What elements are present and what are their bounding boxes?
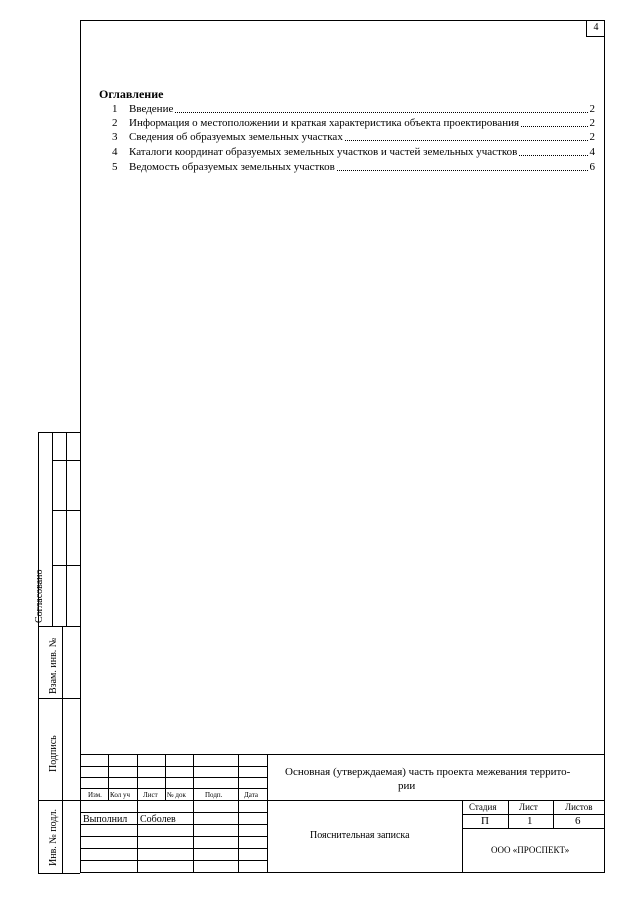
header-num-dok: № док bbox=[167, 791, 186, 799]
toc-item-number: 2 bbox=[112, 117, 118, 129]
toc-item-text: Каталоги координат образуемых земельных участков и частей земельных участков bbox=[129, 146, 518, 158]
stamp-title-line2: рии bbox=[398, 780, 416, 792]
inv-podl-label: Инв. № подл. bbox=[48, 809, 59, 866]
doc-name: Пояснительная записка bbox=[310, 830, 410, 841]
vzam-inv-label: Взам. инв. № bbox=[48, 637, 59, 694]
toc-item-page: 2 bbox=[589, 103, 595, 115]
stamp-title-line1: Основная (утверждаемая) часть проекта межевания террито- bbox=[285, 766, 571, 778]
header-kol-uch: Кол уч bbox=[110, 791, 130, 799]
header-izm: Изм. bbox=[88, 791, 102, 799]
header-data: Дата bbox=[244, 791, 258, 799]
toc-item-page: 6 bbox=[589, 161, 595, 173]
done-by-name: Соболев bbox=[140, 814, 176, 825]
toc-title: Оглавление bbox=[99, 87, 164, 101]
toc-item-text: Ведомость образуемых земельных участков bbox=[129, 161, 335, 173]
toc-dot-leader bbox=[337, 170, 588, 171]
company-name: ООО «ПРОСПЕКТ» bbox=[491, 845, 570, 855]
toc-item-page: 4 bbox=[589, 146, 595, 158]
toc-dot-leader bbox=[519, 155, 587, 156]
toc-dot-leader bbox=[345, 140, 588, 141]
sheets-value: 6 bbox=[575, 815, 581, 827]
header-podp: Подп. bbox=[205, 791, 223, 799]
toc-item-page: 2 bbox=[589, 117, 595, 129]
toc-dot-leader bbox=[175, 112, 587, 113]
toc-item bbox=[112, 160, 595, 174]
agreed-label: Согласовано bbox=[34, 569, 45, 623]
toc-item-text: Введение bbox=[129, 103, 174, 115]
page-number: 4 bbox=[586, 20, 605, 37]
toc-item-text: Сведения об образуемых земельных участках bbox=[129, 131, 343, 143]
toc-item bbox=[112, 130, 595, 144]
stage-label: Стадия bbox=[469, 802, 497, 812]
header-list: Лист bbox=[143, 791, 158, 799]
stage-value: П bbox=[481, 815, 489, 827]
toc-item bbox=[112, 116, 595, 130]
sheet-label: Лист bbox=[519, 802, 538, 812]
sheets-label: Листов bbox=[565, 802, 593, 812]
toc-item-number: 1 bbox=[112, 103, 118, 115]
toc-item-page: 2 bbox=[589, 131, 595, 143]
toc-item-number: 3 bbox=[112, 131, 118, 143]
toc-item bbox=[112, 145, 595, 159]
toc-item bbox=[112, 102, 595, 116]
sheet-value: 1 bbox=[527, 815, 533, 827]
done-by-label: Выполнил bbox=[83, 814, 128, 825]
toc-item-text: Информация о местоположении и краткая характеристика объекта проектирования bbox=[129, 117, 520, 129]
toc-item-number: 4 bbox=[112, 146, 118, 158]
toc-item-number: 5 bbox=[112, 161, 118, 173]
toc-dot-leader bbox=[521, 126, 587, 127]
podpis-label: Подпись bbox=[48, 735, 59, 772]
